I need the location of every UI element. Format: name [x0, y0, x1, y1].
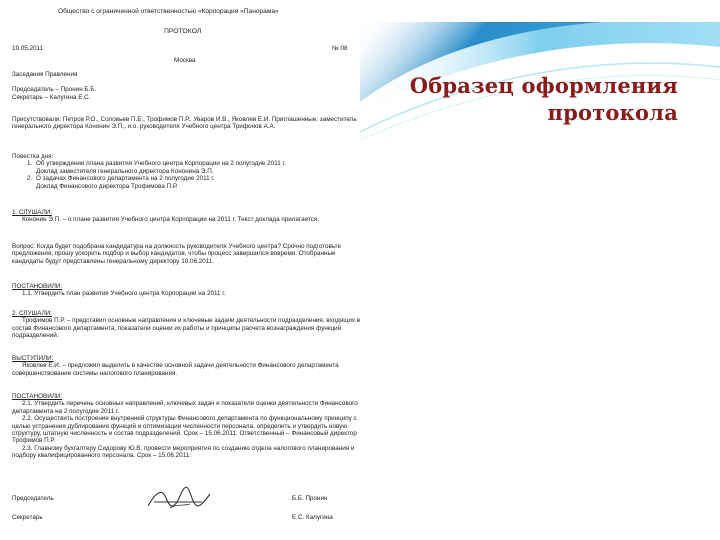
slide-title-line-1: Образец оформления [409, 73, 678, 98]
decided-2-item: 2.1. Утвердить перечень основных направлений, ключевых задач и показатели оценки деятельности Финансового департамента на 2 полугодие 2011 г. [12, 400, 358, 415]
decided-2-item: 2.2. Осуществить построение внутренней структуры Финансового департамента по функциональному принципу с целью устранения дублирования функций и оптимизации численности персонала, определить и утвердить новую структуру, штатную численность и состав подразделений. Срок – 15.06.2011. Ответственный – Финансовый директор Трофимов П.Р. [12, 415, 357, 445]
organization-name: Общество с ограниченной ответственностью «Корпорация «Панорама» [58, 8, 279, 15]
slide-title [378, 72, 678, 126]
document-type: ПРОТОКОЛ [164, 28, 202, 35]
attendees: Присутствовали: Петров Р.О., Соловьев П.Б., Трофимов П.Р., Уваров И.В., Яковлев Е.И. Приглашенные: заместитель генерального директора Кононин Э.П., и.о. руководителя Учебного центра Трифонов А.А. [12, 116, 357, 131]
listen-2-title: 2. СЛУШАЛИ: [12, 310, 52, 317]
listen-1-title: 1. СЛУШАЛИ: [12, 209, 52, 216]
slide-title-line-2: протокола [547, 100, 678, 125]
agenda-item: 2. О задачах Финансового департамента на 2 полугодие 2011 г. Доклад Финансового директора Трофимова П.Р. [34, 175, 362, 190]
agenda-title: Повестка дня: [12, 153, 54, 160]
meeting-title: Заседания Правления [12, 71, 78, 78]
secretary-sign-name: Е.С. Калугина [292, 514, 333, 521]
spoke-title: ВЫСТУПИЛИ: [12, 355, 54, 362]
decided-2-item: 2.3. Главному бухгалтеру Сидорову Ю.В. провести мероприятия по созданию отдела налогового планирования и подбору квалифицированного персонала. Срок – 15.06.2011. [12, 444, 355, 460]
section-listen-1 [12, 209, 362, 224]
document-city: Москва [174, 57, 196, 64]
listen-2-text: Трофимов П.Р. – представил основные направления и ключевые задачи деятельности подразделения, входящих в состав Финансового департамента, показатели оценки их работы и принципы расчета вознаграждения функций подразделений. [12, 317, 361, 340]
chair-line: Председатель – Пронин Б.Б. [12, 86, 97, 93]
spoke-text: Яковлев Е.И. – предложил выделить в качестве основной задачи деятельности Финансового департамента совершенствование системы налогового планирования. [12, 362, 339, 377]
listen-1-text: Кононин Э.П. – о плане развития Учебного центра Корпорации на 2011 г. Текст доклада прилагается. [22, 216, 320, 224]
decided-2-title: ПОСТАНОВИЛИ: [12, 393, 63, 400]
document-date: 19.05.2011 [12, 45, 44, 52]
decided-1-title: ПОСТАНОВИЛИ: [12, 283, 63, 290]
question-block: Вопрос: Когда будет подобрана кандидатура на должность руководителя Учебного центра? Срочно подготовьте предложения, прошу ускорить подбор и выбор кандидатов, чтобы процесс завершился вовремя. Отобранные кандидаты будут представлены генеральному директору 10.06.2011. [12, 243, 341, 265]
agenda-item: 1. Об утверждении плана развития Учебного центра Корпорации на 2 полугодие 2011 г. Доклад заместителя генерального директора Кононина Э.П. [34, 160, 362, 175]
section-listen-2 [12, 310, 362, 340]
chair-signature-label: Председатель [12, 495, 54, 502]
section-spoke [12, 355, 362, 377]
decided-1-text: 1.1. Утвердить план развития Учебного центра Корпорации на 2011 г. [22, 290, 226, 298]
secretary-signature-label: Секретарь [12, 514, 43, 521]
document-number: № 08 [332, 45, 348, 52]
section-decided-1 [12, 283, 362, 298]
chair-sign-name: Б.Б. Пронин [292, 495, 328, 502]
agenda [12, 153, 362, 190]
secretary-line: Секретарь – Калугина Е.С. [12, 94, 91, 101]
signature-image [144, 484, 214, 514]
section-decided-2 [12, 393, 362, 460]
slide-title-panel [360, 22, 720, 522]
